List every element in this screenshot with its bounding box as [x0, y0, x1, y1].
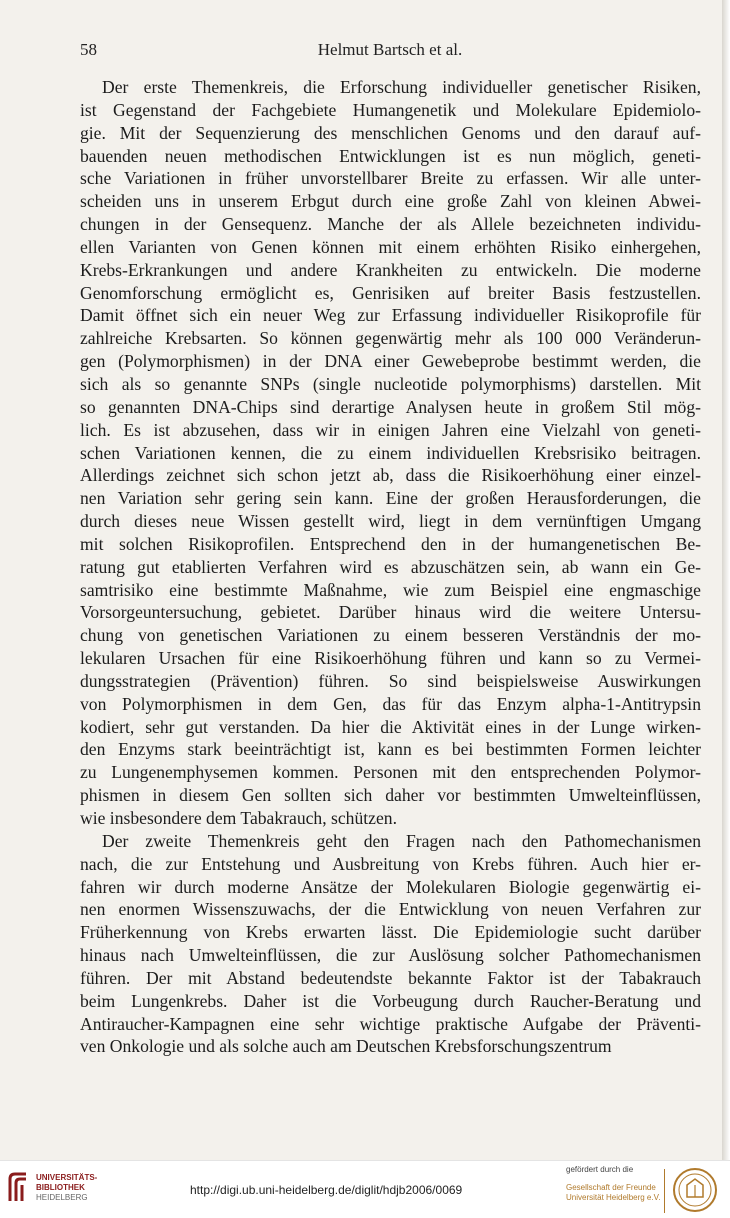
page-edge — [722, 0, 730, 1160]
text-line: chungen in der Gensequenz. Manche der als Allele bezeichneten individu- — [80, 214, 701, 235]
text-line: lich. Es ist abzusehen, dass wir in einigen Jahren eine Vielzahl von geneti- — [80, 419, 701, 440]
text-line: Genomforschung ermöglicht es, Genrisiken auf breiter Basis festzustellen. — [80, 282, 701, 303]
text-line: sich als so genannte SNPs (single nucleotide polymorphisms) darstellen. Mit — [80, 373, 701, 394]
text-line: Damit öffnet sich ein neuer Weg zur Erfassung individueller Risikoprofile für — [80, 305, 701, 326]
library-name-line2: BIBLIOTHEK — [36, 1183, 85, 1192]
text-line: lekularen Ursachen für eine Risikoerhöhung führen und kann so zu Vermei- — [80, 648, 701, 669]
library-name — [36, 1173, 97, 1203]
text-line: durch dieses neue Wissen gestellt wird, liegt in dem vernünftigen Umgang — [80, 511, 701, 532]
text-line: so genannten DNA-Chips sind derartige Analysen heute in großem Stil mög- — [80, 396, 701, 417]
text-line: phismen in diesem Gen sollten sich daher vor bestimmten Umwelteinflüssen, — [80, 785, 701, 806]
text-line: chung von genetischen Variationen zu einem besseren Verständnis der mo- — [80, 625, 701, 646]
library-logo-icon — [6, 1171, 30, 1205]
text-line: Allerdings zeichnet sich schon jetzt ab, dass die Risikoerhöhung einer einzel- — [80, 465, 701, 486]
text-line: sche Variationen in früher unvorstellbarer Breite zu erfassen. Wir alle unter- — [80, 168, 701, 189]
text-line: Der zweite Themenkreis geht den Fragen nach den Pathomechanismen — [102, 830, 701, 851]
text-line: gie. Mit der Sequenzierung des menschlichen Genoms und den darauf auf- — [80, 122, 701, 143]
digital-copy-link[interactable]: http://digi.ub.uni-heidelberg.de/diglit/hdjb2006/0069 — [190, 1183, 463, 1197]
text-line: den Enzyms stark beeinträchtigt ist, kann es bei bestimmten Formen leichter — [80, 739, 701, 760]
text-line: beim Lungenkrebs. Daher ist die Vorbeugung durch Raucher-Beratung und — [80, 990, 701, 1011]
text-line: mit solchen Risikoprofilen. Entsprechend den in der humangenetischen Be- — [80, 533, 701, 554]
text-line: nen enormen Wissenszuwachs, der die Entwicklung von neuen Verfahren zur — [80, 899, 701, 920]
text-line: Der erste Themenkreis, die Erforschung individueller genetischer Risiken, — [102, 77, 701, 97]
paragraph — [80, 76, 701, 830]
text-line: führen. Der mit Abstand bedeutendste bekannte Faktor ist der Tabakrauch — [80, 967, 701, 988]
text-line: zahlreiche Krebsarten. So können gegenwärtig mehr als 100 000 Veränderun- — [80, 328, 701, 349]
footer-bar — [0, 1160, 730, 1218]
sponsor-name-line2: Universität Heidelberg e.V. — [566, 1193, 661, 1202]
text-line: gen (Polymorphismen) in der DNA einer Gewebeprobe bestimmt werden, die — [80, 351, 701, 372]
text-line: nach, die zur Entstehung und Ausbreitung von Krebs führen. Auch hier er- — [80, 853, 701, 874]
text-line: wie insbesondere dem Tabakrauch, schützen. — [80, 808, 397, 828]
university-seal-icon — [672, 1167, 718, 1213]
text-line: scheiden uns in unserem Erbgut durch eine große Zahl von kleinen Abwei- — [80, 191, 701, 212]
text-line: nen Variation sehr gering sein kann. Eine der großen Herausforderungen, die — [80, 488, 701, 509]
sponsor-name-line1: Gesellschaft der Freunde — [566, 1183, 656, 1192]
text-line: ratung gut etablierten Verfahren wird es abzuschätzen sein, ab wann ein Ge- — [80, 556, 701, 577]
text-line: Vorsorgeuntersuchung, gebietet. Darüber hinaus wird die weitere Untersu- — [80, 602, 701, 623]
running-head: Helmut Bartsch et al. — [317, 40, 463, 59]
body-text — [80, 76, 701, 1058]
sponsor-name — [566, 1183, 660, 1203]
text-line: Antiraucher-Kampagnen eine sehr wichtige praktische Aufgabe der Präventi- — [80, 1013, 701, 1034]
text-line: ven Onkologie und als solche auch am Deutschen Krebsforschungszentrum — [80, 1036, 612, 1057]
text-line: ellen Varianten von Genen können mit einem erhöhten Risiko einhergehen, — [80, 236, 701, 257]
paragraph — [80, 830, 701, 1058]
text-line: samtrisiko eine bestimmte Maßnahme, wie zum Beispiel eine engmaschige — [80, 579, 701, 600]
text-line: schen Variationen kennen, die zu einem individuellen Krebsrisiko beitragen. — [80, 442, 701, 463]
text-line: von Polymorphismen in dem Gen, das für das Enzym alpha-1-Antitrypsin — [80, 693, 701, 714]
text-line: zu Lungenemphysemen kommen. Personen mit den entsprechenden Polymor- — [80, 762, 701, 783]
text-line: dungsstrategien (Prävention) führen. So sind beispielsweise Auswirkungen — [80, 670, 701, 691]
text-line: Krebs-Erkrankungen und andere Krankheiten zu entwickeln. Die moderne — [80, 259, 701, 280]
text-line: kodiert, sehr gut verstanden. Da hier die Aktivität eines in der Lunge wirken- — [80, 716, 701, 737]
text-line: Früherkennung von Krebs erwarten lässt. Die Epidemiologie sucht darüber — [80, 922, 701, 943]
library-name-line3: HEIDELBERG — [36, 1193, 88, 1202]
text-line: hinaus nach Umwelteinflüssen, die zur Auslösung solcher Pathomechanismen — [80, 945, 701, 966]
text-line: fahren wir durch moderne Ansätze der Molekularen Biologie gegenwärtig ei- — [80, 876, 701, 897]
text-line: bauenden neuen methodischen Entwicklungen ist es nun möglich, geneti- — [80, 145, 701, 166]
sponsor-divider — [664, 1169, 665, 1213]
sponsor-label: gefördert durch die — [566, 1165, 634, 1174]
page-number: 58 — [80, 40, 97, 59]
page-header — [80, 40, 700, 64]
library-name-line1: UNIVERSITÄTS- — [36, 1173, 98, 1182]
text-line: ist Gegenstand der Fachgebiete Humangenetik und Molekulare Epidemiolo- — [80, 99, 701, 120]
